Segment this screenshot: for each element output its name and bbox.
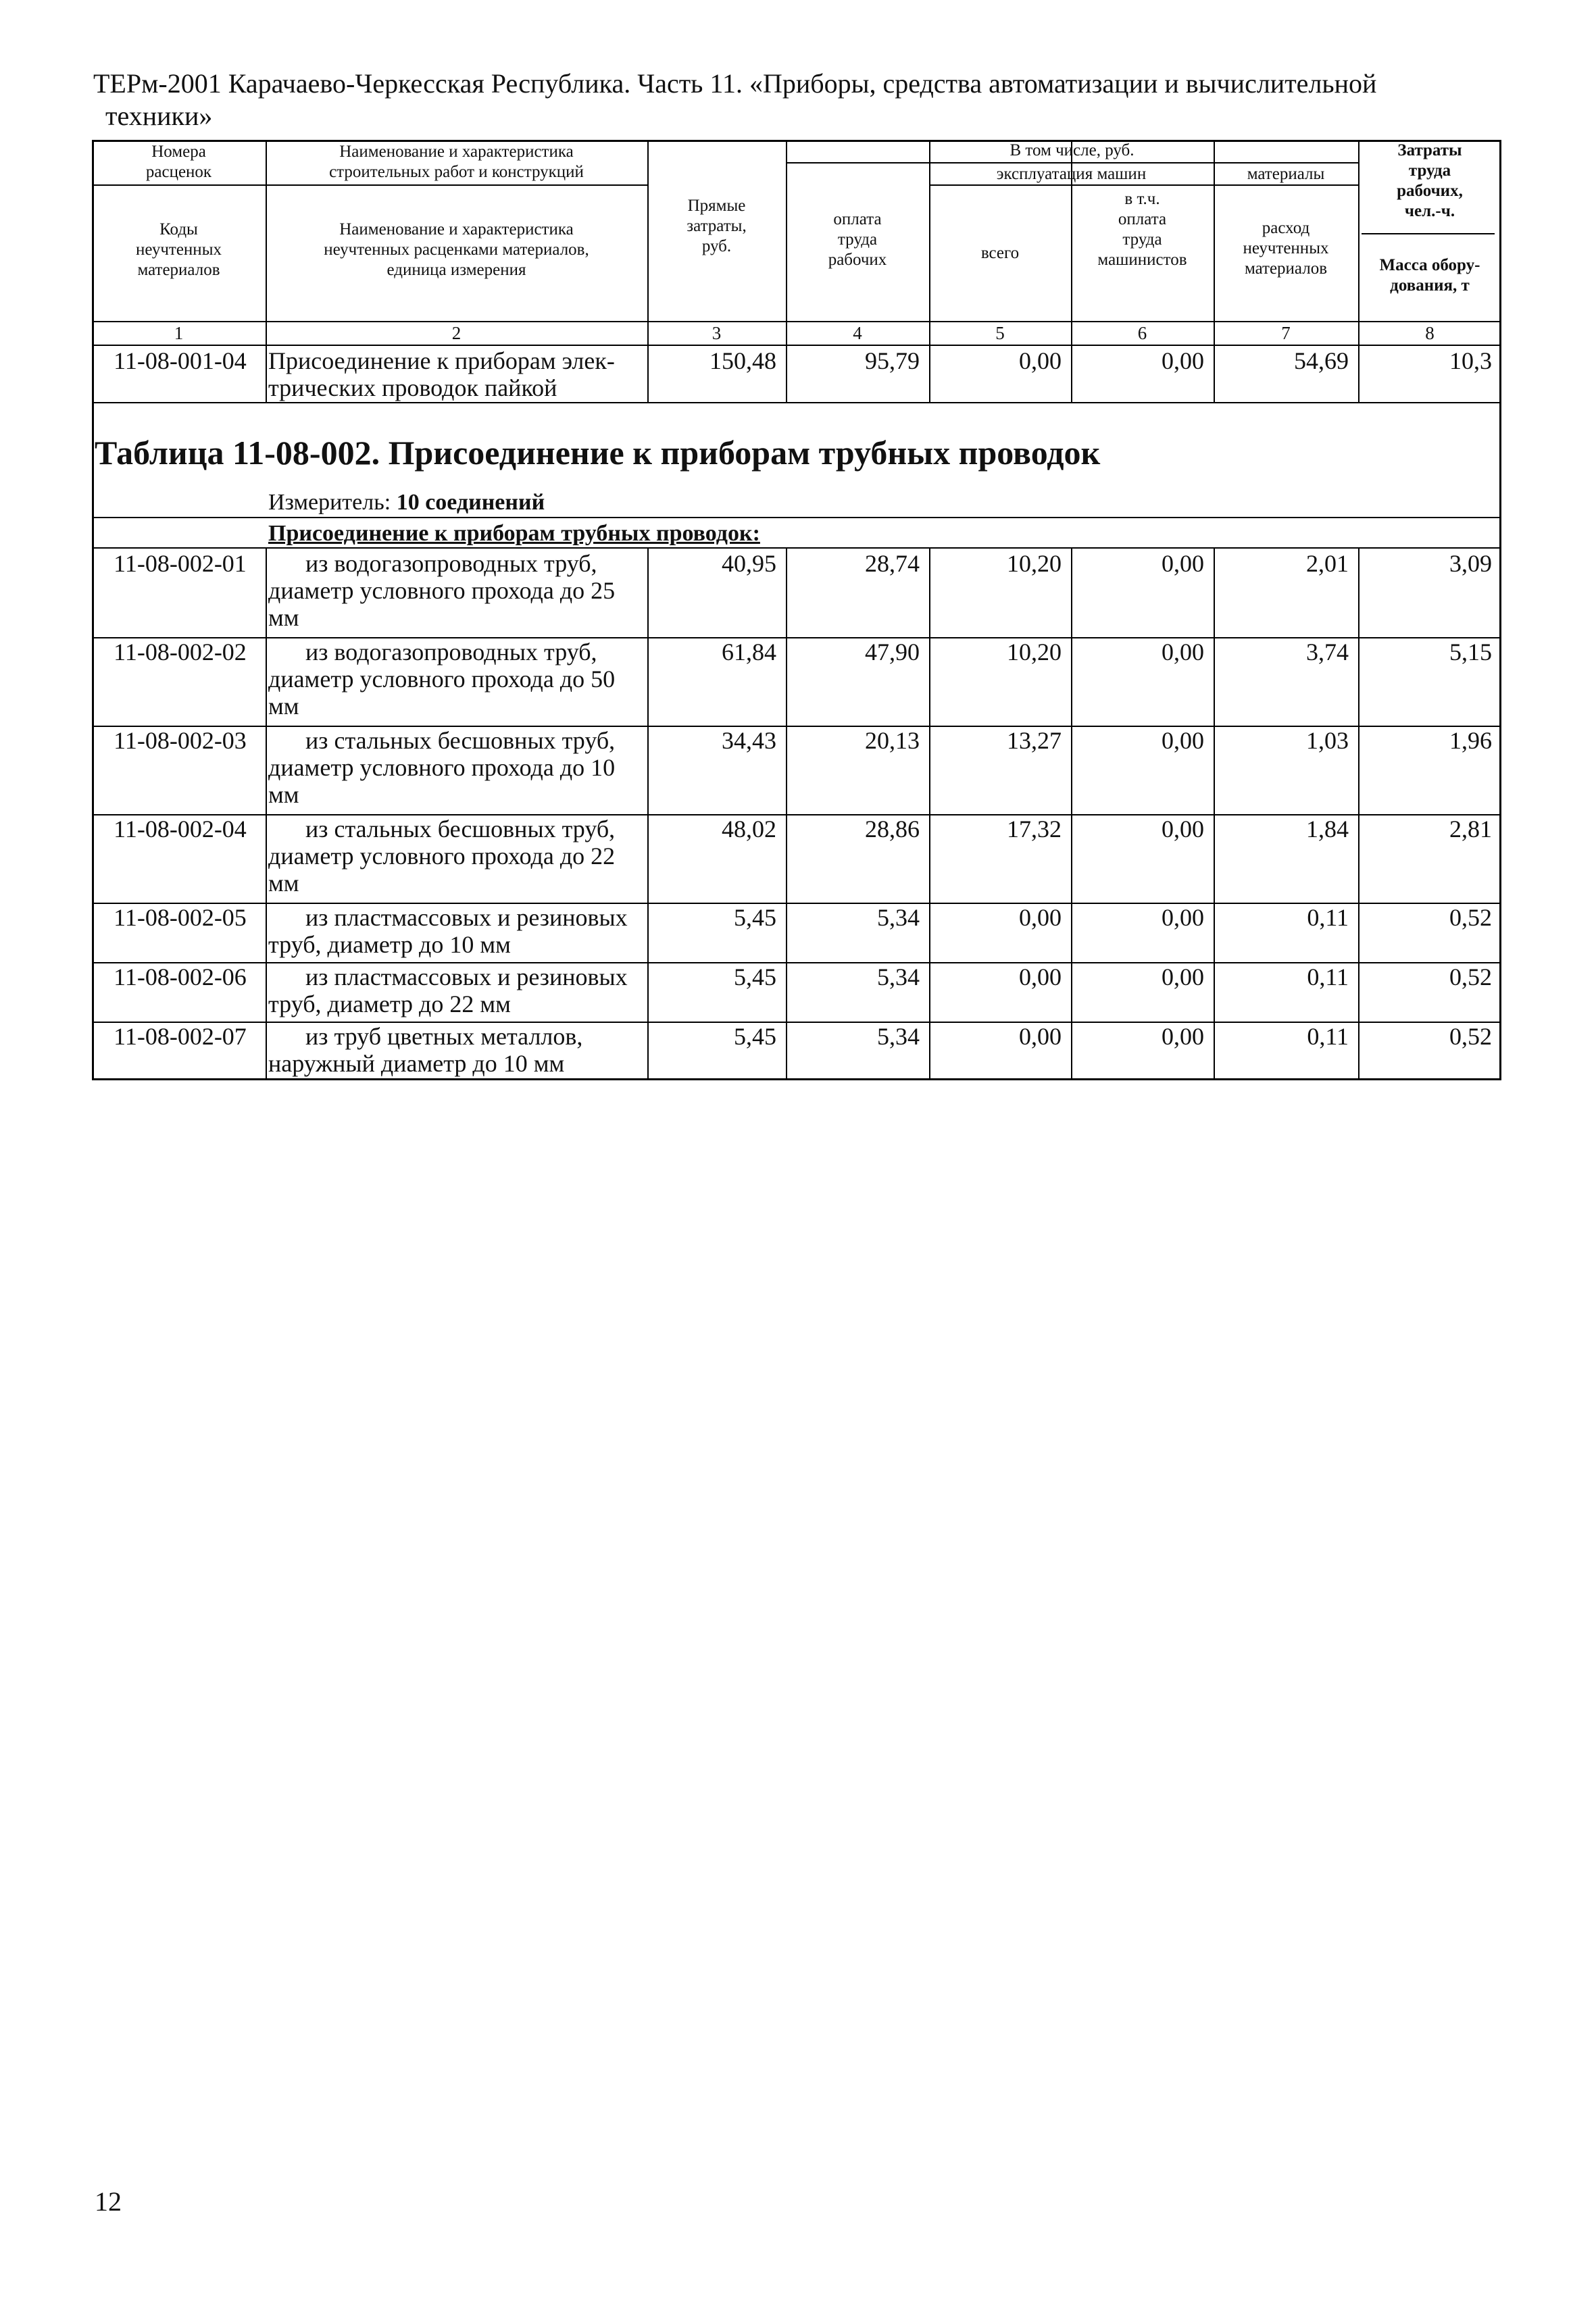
first-row-code: 11-08-001-04 [114,347,247,374]
col2-header-top: Наименование и характеристика строительных работ и конструкций [329,143,584,181]
table-row-machinist-wages: 0,00 [1162,550,1204,577]
table-row-machines-total: 10,20 [1007,638,1062,665]
table-title: Таблица 11-08-002. Присоединение к приборам трубных проводок [95,434,1101,472]
table-row-materials: 3,74 [1306,638,1349,665]
header-bottom-line [92,321,1501,322]
table-row-worker-wages: 47,90 [865,638,920,665]
measure-value: 10 соединений [396,490,545,515]
measure-line [92,517,1501,518]
col2-header-bottom: Наименование и характеристика неучтенных расценками материалов, единица измерения [324,220,589,279]
table-row-description: из водогазопроводных труб, диаметр условного прохода до 50 мм [268,638,616,720]
measure-label: Измеритель: [268,490,391,515]
grid-vline [1071,547,1072,1079]
grid-vline [1358,547,1360,1079]
table-row-description: из стальных бесшовных труб, диаметр условного прохода до 10 мм [268,727,616,808]
table-row-code: 11-08-002-07 [114,1023,247,1050]
col6-header: в т.ч. оплата труда машинистов [1097,190,1187,269]
first-row-description: Присоединение к приборам элек- трических проводок пайкой [268,347,615,401]
table-row-labor-hours: 3,09 [1449,550,1492,577]
table-row-machinist-wages: 0,00 [1162,727,1204,754]
table-row-worker-wages: 28,74 [865,550,920,577]
table-row-code: 11-08-002-05 [114,904,247,931]
first-row-labor-hours: 10,3 [1449,347,1492,374]
col1-header-bottom: Коды неучтенных материалов [135,220,222,279]
table-row-labor-hours: 0,52 [1449,1023,1492,1050]
group-header: В том числе, руб. [1009,141,1134,159]
column-number: 2 [451,323,462,343]
table-row-worker-wages: 5,34 [877,904,920,931]
table-row-code: 11-08-002-03 [114,727,247,754]
row-bottom-line [92,402,1501,403]
col3-header: Прямые затраты, руб. [687,197,747,255]
table-row-materials: 0,11 [1307,1023,1349,1050]
column-number: 6 [1137,323,1147,343]
table-row-labor-hours: 0,52 [1449,963,1492,990]
grid-vline [647,547,649,1079]
grid-vline [929,547,930,1079]
table-row-materials: 0,11 [1307,963,1349,990]
column-number: 1 [174,323,184,343]
table-row-labor-hours: 5,15 [1449,638,1492,665]
table-row-direct-costs: 5,45 [734,904,776,931]
table-row-machines-total: 0,00 [1019,1023,1062,1050]
table-row-direct-costs: 48,02 [722,815,776,842]
header-split-line [92,184,647,186]
table-row-machines-total: 13,27 [1007,727,1062,754]
col8-split-line [1362,233,1495,234]
table-row-machinist-wages: 0,00 [1162,638,1204,665]
table-row-machines-total: 0,00 [1019,904,1062,931]
table-row-description: из труб цветных металлов, наружный диаметр до 10 мм [268,1023,583,1077]
page-number: 12 [95,2186,122,2217]
table-row-labor-hours: 1,96 [1449,727,1492,754]
table-row-machines-total: 17,32 [1007,815,1062,842]
table-row-materials: 2,01 [1306,550,1349,577]
table-row-machines-total: 0,00 [1019,963,1062,990]
table-row-materials: 1,03 [1306,727,1349,754]
table-row-labor-hours: 0,52 [1449,904,1492,931]
table-row-description: из стальных бесшовных труб, диаметр условного прохода до 22 мм [268,815,616,897]
table-row-code: 11-08-002-04 [114,815,247,842]
first-row-materials: 54,69 [1294,347,1349,374]
table-row-machinist-wages: 0,00 [1162,1023,1204,1050]
first-row-machines-total: 0,00 [1019,347,1062,374]
col8-header-top: Затраты труда рабочих, чел.-ч. [1397,141,1463,220]
table-row-description: из водогазопроводных труб, диаметр условного прохода до 25 мм [268,550,616,631]
col4-header: оплата труда рабочих [828,210,887,269]
row-bottom-line [92,1079,1501,1080]
table-row-direct-costs: 5,45 [734,963,776,990]
table-row-machinist-wages: 0,00 [1162,904,1204,931]
header-line-2: техники» [105,101,213,131]
machines-header: эксплуатация машин [996,165,1147,183]
table-row-direct-costs: 40,95 [722,550,776,577]
table-row-description: из пластмассовых и резиновых труб, диаметр до 10 мм [268,904,628,958]
col7-header: расход неучтенных материалов [1243,219,1329,278]
table-row-machinist-wages: 0,00 [1162,815,1204,842]
first-row-worker-wages: 95,79 [865,347,920,374]
table-row-materials: 0,11 [1307,904,1349,931]
table-row-worker-wages: 5,34 [877,963,920,990]
table-row-code: 11-08-002-02 [114,638,247,665]
table-row-worker-wages: 28,86 [865,815,920,842]
group-header-line [786,162,1358,164]
header-line-1: ТЕРм-2001 Карачаево-Черкесская Республика. Часть 11. «Приборы, средства автоматизации и вычислительной [93,68,1377,99]
table-row-worker-wages: 5,34 [877,1023,920,1050]
grid-vline [786,547,787,1079]
table-row-code: 11-08-002-01 [114,550,247,577]
grid-vline [1214,547,1215,1079]
first-row-direct-costs: 150,48 [709,347,776,374]
column-number: 4 [853,323,862,343]
materials-header: материалы [1247,165,1325,183]
column-number: 5 [995,323,1005,343]
col1-header-top: Номера расценок [145,143,212,181]
subgroup-line [929,184,1358,186]
table-row-worker-wages: 20,13 [865,727,920,754]
measure-unit [268,488,545,518]
table-row-machinist-wages: 0,00 [1162,963,1204,990]
table-row-direct-costs: 34,43 [722,727,776,754]
col5-header: всего [980,244,1020,262]
col8-header-bottom: Масса обору- дования, т [1379,256,1480,295]
grid-vline [266,547,267,1079]
column-number: 7 [1281,323,1291,343]
page-header [93,68,1485,132]
table-row-machines-total: 10,20 [1007,550,1062,577]
section-label: Присоединение к приборам трубных проводок: [268,521,760,546]
table-row-direct-costs: 5,45 [734,1023,776,1050]
column-number: 3 [712,323,722,343]
table-row-description: из пластмассовых и резиновых труб, диаметр до 22 мм [268,963,628,1017]
table-row-direct-costs: 61,84 [722,638,776,665]
table-row-labor-hours: 2,81 [1449,815,1492,842]
table-row-materials: 1,84 [1306,815,1349,842]
table-row-code: 11-08-002-06 [114,963,247,990]
first-row-machinist-wages: 0,00 [1162,347,1204,374]
column-number: 8 [1425,323,1435,343]
